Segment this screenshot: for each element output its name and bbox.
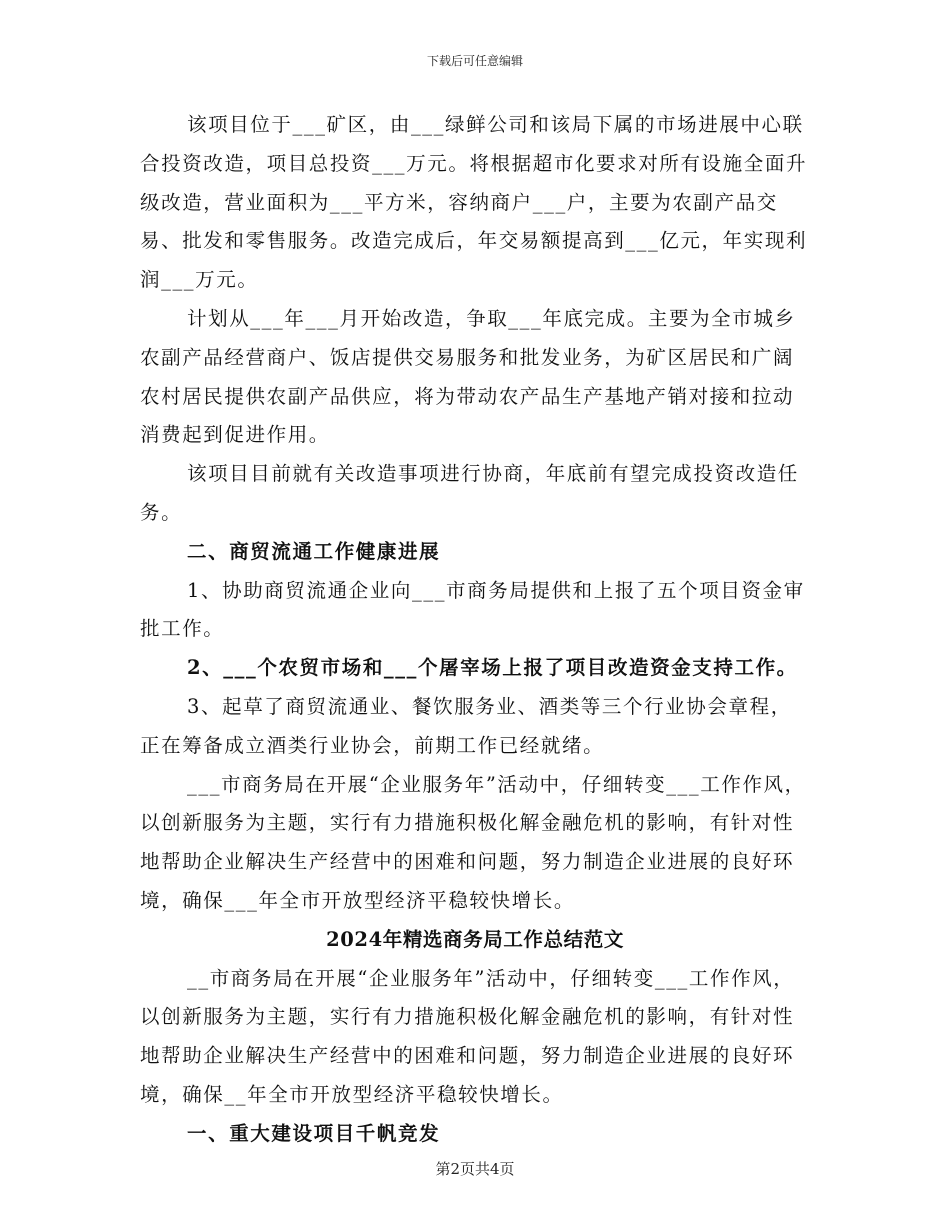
section-heading-projects: 一、重大建设项目千帆竞发	[187, 1121, 441, 1145]
paragraph-renovation-plan: 计划从___年___月开始改造，争取___年底完成。主要为全市城乡农副产品经营商户、饭店提供交易服务和批发业务，为矿区居民和广阔农村居民提供农副产品供应，将为带动农产品生产基地产销对接和拉动消费起到促进作用。	[140, 306, 796, 447]
paragraph-intro: __市商务局在开展“企业服务年”活动中，仔细转变___工作作风，以创新服务为主题，实行有力措施积极化解金融危机的影响，有针对性地帮助企业解决生产经营中的困难和问题，努力制造企业进展的良好环境，确保__年全市开放型经济平稳较快增长。	[140, 966, 795, 1106]
document-body	[140, 106, 810, 1154]
page-number: 第2页共4页	[435, 1160, 515, 1178]
section-heading-commerce: 二、商贸流通工作健康进展	[187, 539, 441, 563]
paragraph-negotiation-status: 该项目目前就有关改造事项进行协商，年底前有望完成投资改造任务。	[140, 462, 799, 524]
list-item-3: 3、起草了商贸流通业、餐饮服务业、酒类等三个行业协会章程，正在筹备成立酒类行业协会，前期工作已经就绪。	[140, 694, 792, 757]
paragraph-project-location: 该项目位于___矿区，由___绿鲜公司和该局下属的市场进展中心联合投资改造，项目总投资___万元。将根据超市化要求对所有设施全面升级改造，营业面积为___平方米，容纳商户___户，主要为农副产品交易、批发和零售服务。改造完成后，年交易额提高到___亿元，年实现利润___万元。	[140, 113, 808, 292]
paragraph-service-year: ___市商务局在开展“企业服务年”活动中，仔细转变___工作作风，以创新服务为主题，实行有力措施积极化解金融危机的影响，有针对性地帮助企业解决生产经营中的困难和问题，努力制造企业进展的良好环境，确保___年全市开放型经济平稳较快增长。	[140, 772, 806, 912]
document-title: 2024年精选商务局工作总结范文	[326, 927, 624, 951]
page-header: 下载后可任意编辑	[426, 54, 523, 68]
list-item-2: 2、___个农贸市场和___个屠宰场上报了项目改造资金支持工作。	[187, 656, 798, 680]
list-item-1: 1、协助商贸流通企业向___市商务局提供和上报了五个项目资金审批工作。	[140, 578, 805, 641]
